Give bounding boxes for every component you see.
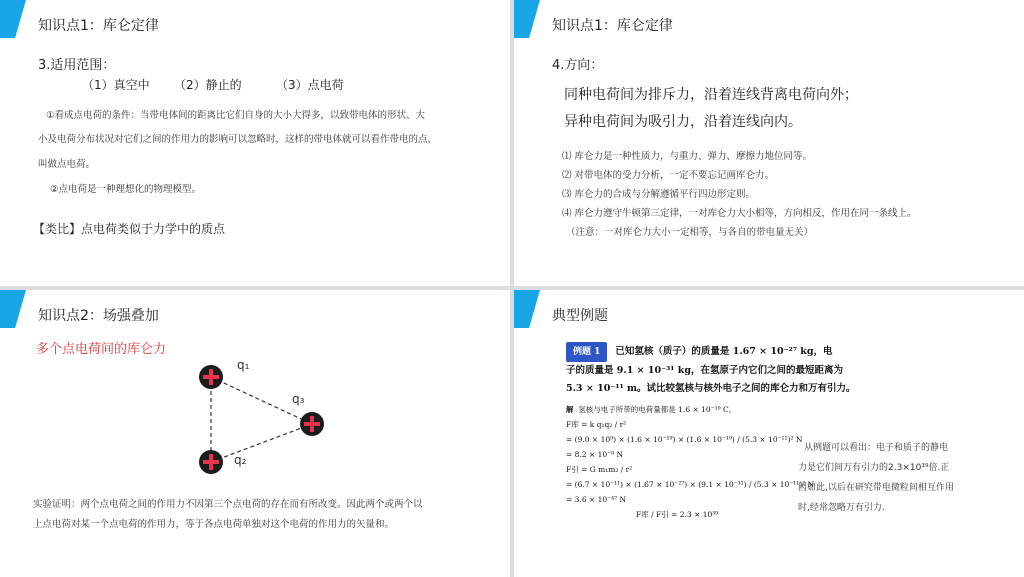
solution-block — [566, 402, 814, 522]
formula-gravity: F引 = G m₁m₂ / r² — [566, 465, 633, 474]
formula-gravity-sub: = (6.7 × 10⁻¹¹) × (1.67 × 10⁻²⁷) × (9.1 × 10⁻³¹) / (5.3 × 10⁻¹¹)² N — [566, 480, 815, 489]
note-item-3: ⑶ 库仑力的合成与分解遵循平行四边形定则。 — [562, 189, 756, 200]
charge-q1 — [199, 365, 223, 389]
condition-line-2: 小及电荷分布状况对它们之间的作用力的影响可以忽略时，这样的带电体就可以看作带电的点， — [38, 134, 438, 145]
accent-triangle — [514, 290, 540, 328]
line-q2-q3 — [211, 424, 312, 462]
solution-label: 解 — [566, 405, 574, 414]
question-line-3: 5.3 × 10⁻¹¹ m。试比较氢核与核外电子之间的库仑力和万有引力。 — [566, 383, 856, 394]
subtitle: 多个点电荷间的库仑力 — [36, 342, 167, 357]
attraction-line: 异种电荷间为吸引力，沿着连线向内。 — [564, 114, 802, 130]
slide-coulomb-direction[interactable] — [514, 0, 1024, 286]
condition-line-3: 叫做点电荷。 — [38, 159, 96, 170]
note-remark: （注意：一对库仑力大小一定相等，与各自的带电量无关） — [566, 227, 814, 238]
condition-line-1: ①看成点电荷的条件：当带电体间的距离比它们自身的大小大得多，以致带电体的形状、大 — [46, 110, 426, 121]
formula-coulomb-sub: = (9.0 × 10⁹) × (1.6 × 10⁻¹⁹) × (1.6 × 10⁻¹⁹) / (5.3 × 10⁻¹¹)² N — [566, 435, 803, 444]
label-q1: q₁ — [237, 358, 250, 372]
slide-coulomb-scope[interactable] — [0, 0, 510, 286]
repulsion-line: 同种电荷间为排斥力，沿着连线背离电荷向外； — [564, 87, 858, 103]
slide-example[interactable] — [514, 290, 1024, 577]
example-question — [566, 342, 856, 398]
example-badge: 例题 1 — [566, 342, 607, 362]
accent-triangle — [514, 0, 540, 38]
slide-superposition[interactable] — [0, 290, 510, 577]
proof-line-1: 实验证明：两个点电荷之间的作用力不因第三个点电荷的存在而有所改变。因此两个或两个以 — [33, 499, 423, 510]
conclusion-line-2: 力是它们间万有引力的2.3×10³⁹倍.正 — [798, 463, 950, 473]
label-q3: q₃ — [292, 392, 305, 406]
formula-ratio: F库 / F引 = 2.3 × 10³⁹ — [636, 510, 719, 519]
section-heading: 4.方向： — [552, 58, 604, 73]
formula-gravity-result: = 3.6 × 10⁻⁴⁷ N — [566, 495, 627, 504]
formula-coulomb-result: = 8.2 × 10⁻⁸ N — [566, 450, 624, 459]
note-item-1: ⑴ 库仑力是一种性质力，与重力、弹力、摩擦力地位同等。 — [562, 151, 813, 162]
analogy-note: 【类比】点电荷类似于力学中的质点 — [33, 222, 226, 236]
accent-triangle — [0, 0, 26, 38]
charge-q2 — [199, 450, 223, 474]
conclusion-block — [798, 438, 954, 518]
proof-line-2: 上点电荷对某一个点电荷的作用力，等于各点电荷单独对这个电荷的作用力的矢量和。 — [33, 519, 395, 530]
question-line-2: 子的质量是 9.1 × 10⁻³¹ kg，在氢原子内它们之间的最短距离为 — [566, 365, 843, 376]
question-line-1: 已知氢核（质子）的质量是 1.67 × 10⁻²⁷ kg，电 — [615, 346, 833, 357]
conclusion-line-3: 因如此,以后在研究带电微粒间相互作用 — [798, 483, 954, 493]
accent-triangle — [0, 290, 26, 328]
formula-coulomb: F库 = k q₁q₂ / r² — [566, 420, 627, 429]
option-point-charge: （3）点电荷 — [276, 78, 344, 92]
conclusion-line-4: 时,经常忽略万有引力. — [798, 503, 885, 513]
slide-title: 知识点1：库仑定律 — [38, 18, 159, 34]
solution-intro: 氢核与电子所带的电荷量都是 1.6 × 10⁻¹⁹ C。 — [578, 405, 737, 414]
label-q2: q₂ — [234, 453, 247, 467]
ideal-model-note: ②点电荷是一种理想化的物理模型。 — [50, 184, 202, 195]
note-item-4: ⑷ 库仑力遵守牛顿第三定律，一对库仑力大小相等，方向相反，作用在同一条线上。 — [562, 208, 917, 219]
slide-title: 典型例题 — [552, 308, 608, 324]
section-heading: 3.适用范围： — [38, 58, 116, 73]
conclusion-line-1: 从例题可以看出：电子和质子的静电 — [804, 443, 949, 453]
slide-title: 知识点2：场强叠加 — [38, 308, 159, 324]
note-item-2: ⑵ 对带电体的受力分析，一定不要忘记画库仑力。 — [562, 170, 775, 181]
option-static: （2）静止的 — [174, 78, 242, 92]
slide-title: 知识点1：库仑定律 — [552, 18, 673, 34]
option-vacuum: （1）真空中 — [82, 78, 150, 92]
charge-q3 — [300, 412, 324, 436]
